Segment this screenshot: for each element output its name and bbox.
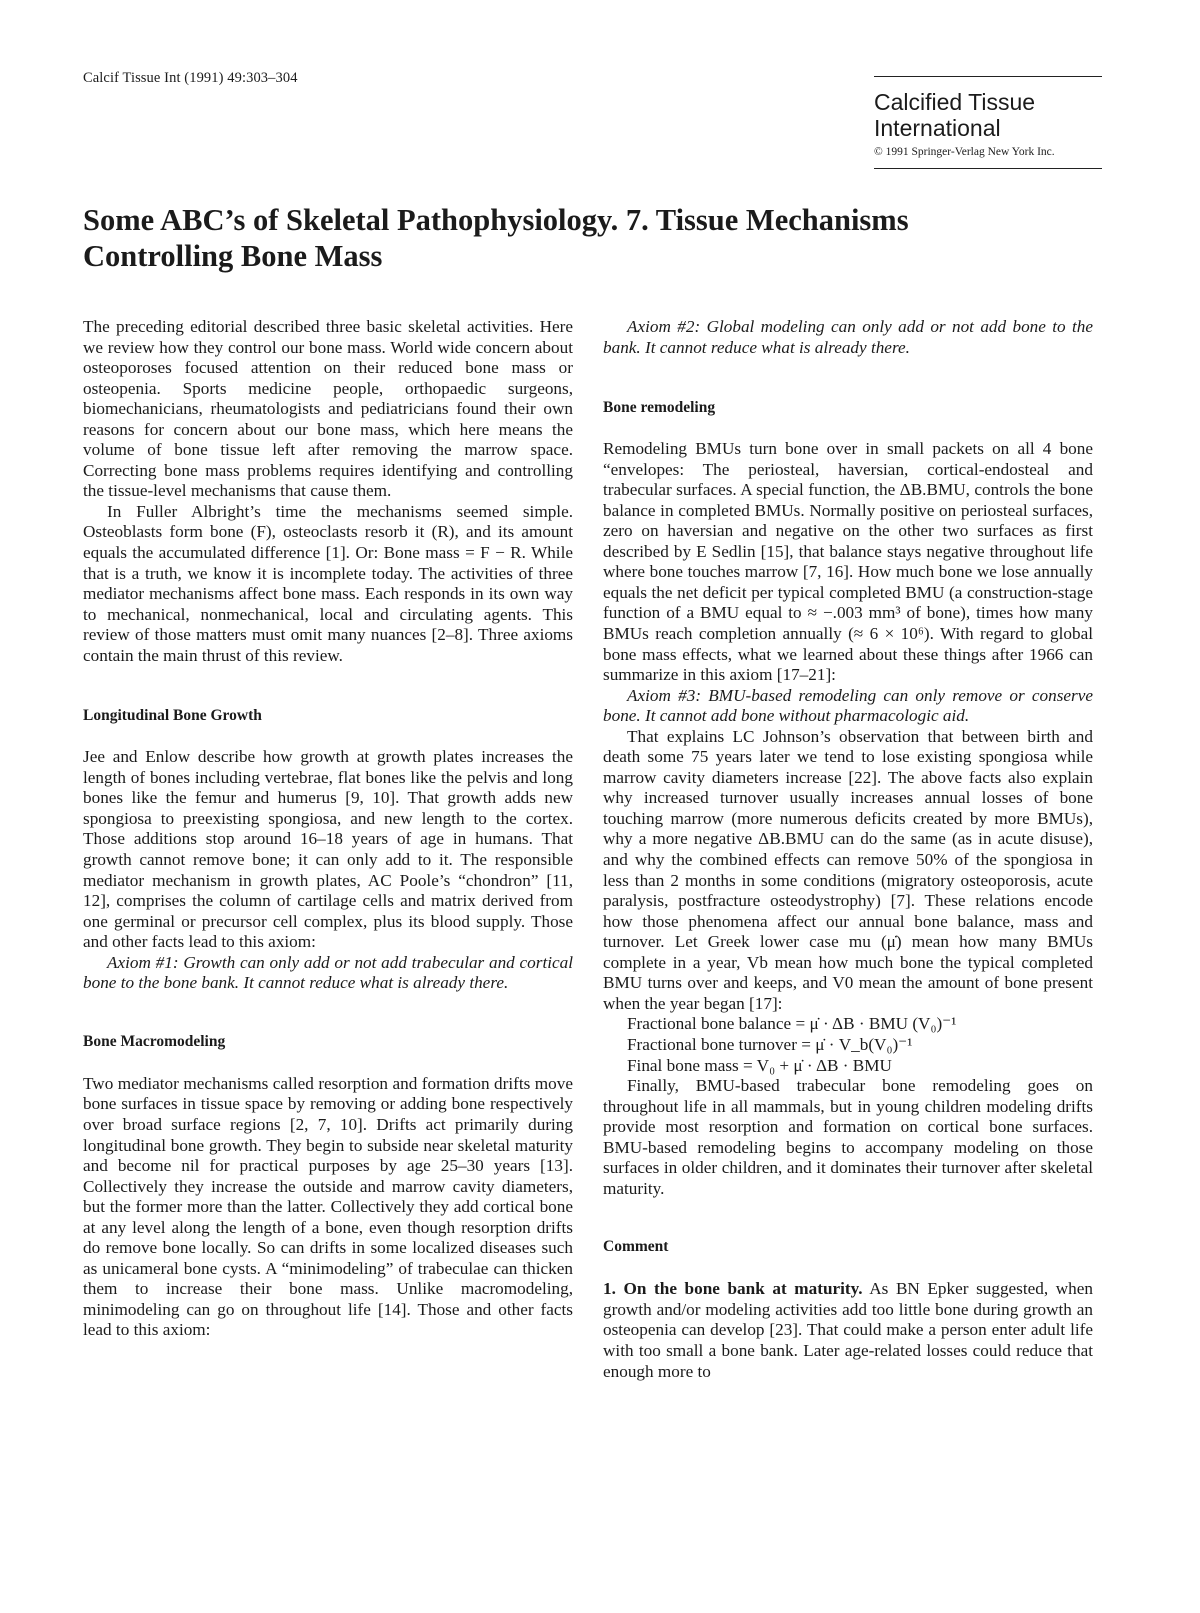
section-heading-growth: Longitudinal Bone Growth (83, 707, 262, 725)
section-heading-comment: Comment (603, 1238, 669, 1256)
johnson-paragraph: That explains LC Johnson’s observation that between birth and death some 75 years later we tend to lose existing spongiosa while marrow cavity diameters increase [22]. The above facts also explain why increased turnover usually increases annual losses of bone touching marrow (more numerous deficits created by more BMUs), why a more negative ΔB.BMU can do the same (as in acute disuse), and why the combined effects can remove 50% of the spongiosa in less than 2 months in some conditions (migratory osteoporosis, acute paralysis, postfracture osteodystrophy) [7]. These relations encode how those phenomena affect our annual bone balance, mass and turnover. Let Greek lower case mu (μ̇) mean how many BMUs complete in a year, Vb mean how much bone the typical completed BMU turns over and keeps, and V0 mean the amount of bone present when the year began [17]: (603, 726, 1093, 1013)
equation-bone-balance: Fractional bone balance = μ̇ · ΔB · BMU (V₀)⁻¹ (627, 1014, 957, 1034)
albright-paragraph: In Fuller Albright’s time the mechanisms seemed simple. Osteoblasts form bone (F), osteoclasts resorb it (R), and its amount equals the accumulated difference [1]. Or: Bone mass = F − R. While that is a truth, we know it is incomplete today. The activities of three mediator mechanisms affect bone mass. Each responds in its own way to mechanical, nonmechanical, local and circulating agents. This review of those matters must omit many nuances [2–8]. Three axioms contain the main thrust of this review. (83, 501, 573, 665)
journal-masthead (874, 76, 1102, 169)
finally-paragraph: Finally, BMU-based trabecular bone remodeling goes on throughout life in all mammals, but in young children modeling drifts provide most resorption and formation on cortical bone surfaces. BMU-based remodeling begins to accompany modeling on those surfaces in older children, and it dominates their turnover after skeletal maturity. (603, 1076, 1093, 1198)
comment-1-lead: 1. On the bone bank at maturity. (603, 1279, 863, 1299)
comment-1-text: As BN Epker suggested, when growth and/or modeling activities add too little bone during growth an osteopenia can develop [23]. That could make a person enter adult life with too small a bone bank. Later age-related losses could reduce that enough more to (603, 1279, 1093, 1381)
journal-name-line1: Calcified Tissue (874, 89, 1036, 115)
growth-paragraph: Jee and Enlow describe how growth at growth plates increases the length of bones including vertebrae, flat bones like the pelvis and long bones like the femur and humerus [9, 10]. That growth adds new spongiosa to preexisting spongiosa, and new length to the cortex. Those additions stop around 16–18 years of age in humans. That growth cannot remove bone; it can only add to it. The responsible mediator mechanism in growth plates, AC Poole’s “chondron” [11, 12], comprises the column of cartilage cells and matrix derived from one germinal or precursor cell complex, plus its blood supply. Those and other facts lead to this axiom: (83, 747, 573, 952)
right-column (603, 317, 1093, 1382)
macromodeling-paragraph: Two mediator mechanisms called resorption and formation drifts move bone surfaces in tissue space by removing or adding bone respectively over broad surface regions [2, 7, 10]. Drifts act primarily during longitudinal bone growth. They begin to subside near skeletal maturity and become nil for practical purposes by age 25–30 years [13]. Collectively they increase the outside and marrow cavity diameters, but the former more than the latter. Collectively they add cortical bone at any level along the length of a bone, even though resorption drifts do remove bone locally. So can drifts in some localized diseases such as unicameral bone cysts. A “minimodeling” of trabeculae can thicken them to increase their bone mass. Unlike macromodeling, minimodeling can go on throughout life [14]. Those and other facts lead to this axiom: (83, 1073, 573, 1340)
top-rule (874, 76, 1102, 77)
intro-paragraph: The preceding editorial described three basic skeletal activities. Here we review how they control our bone mass. World wide concern about osteoporoses focused attention on their reduced bone mass or osteopenia. Sports medicine people, orthopaedic surgeons, biomechanicians, rheumatologists and pediatricians found their own reasons for concern about our bone mass, which here means the volume of bone tissue left after removing the marrow space. Correcting bone mass problems requires identifying and controlling the tissue-level mechanisms that cause them. (83, 317, 573, 501)
equation-bone-turnover: Fractional bone turnover = μ̇ · V_b(V₀)⁻¹ (627, 1034, 913, 1054)
left-column (83, 317, 573, 1341)
copyright-notice: © 1991 Springer-Verlag New York Inc. (874, 146, 1055, 158)
comment-paragraph-1 (603, 1279, 1093, 1382)
axiom-2: Axiom #2: Global modeling can only add or not add bone to the bank. It cannot reduce what is already there. (603, 317, 1093, 357)
axiom-3: Axiom #3: BMU-based remodeling can only remove or conserve bone. It cannot add bone without pharmacologic aid. (603, 685, 1093, 726)
section-heading-remodeling: Bone remodeling (603, 399, 716, 417)
remodeling-paragraph: Remodeling BMUs turn bone over in small packets on all 4 bone “envelopes: The periosteal, haversian, cortical-endosteal and trabecular surfaces. A special function, the ΔB.BMU, controls the bone balance in completed BMUs. Normally positive on periosteal surfaces, zero on haversian and negative on the other two surfaces as first described by E Sedlin [15], that balance stays negative throughout life where bone touches marrow [7, 16]. How much bone we lose annually equals the net deficit per typical completed BMU (a construction-stage function of a BMU equal to ≈ −.003 mm³ of bone), times how many BMUs reach completion annually (≈ 6 × 10⁶). With regard to global bone mass effects, what we learned about these things after 1966 can summarize in this axiom [17–21]: (603, 439, 1093, 685)
journal-citation: Calcif Tissue Int (1991) 49:303–304 (83, 70, 298, 86)
article-title (83, 202, 1123, 274)
journal-name-line2: International (874, 115, 1001, 141)
title-line2: Controlling Bone Mass (83, 239, 383, 273)
journal-name (874, 89, 1102, 141)
axiom-1: Axiom #1: Growth can only add or not add trabecular and cortical bone to the bone bank. It cannot reduce what is already there. (83, 952, 573, 993)
section-heading-macromodeling: Bone Macromodeling (83, 1032, 226, 1050)
bottom-rule (874, 168, 1102, 169)
title-line1: Some ABC’s of Skeletal Pathophysiology. 7. Tissue Mechanisms (83, 203, 909, 237)
equation-final-mass: Final bone mass = V₀ + μ̇ · ΔB · BMU (627, 1055, 892, 1075)
